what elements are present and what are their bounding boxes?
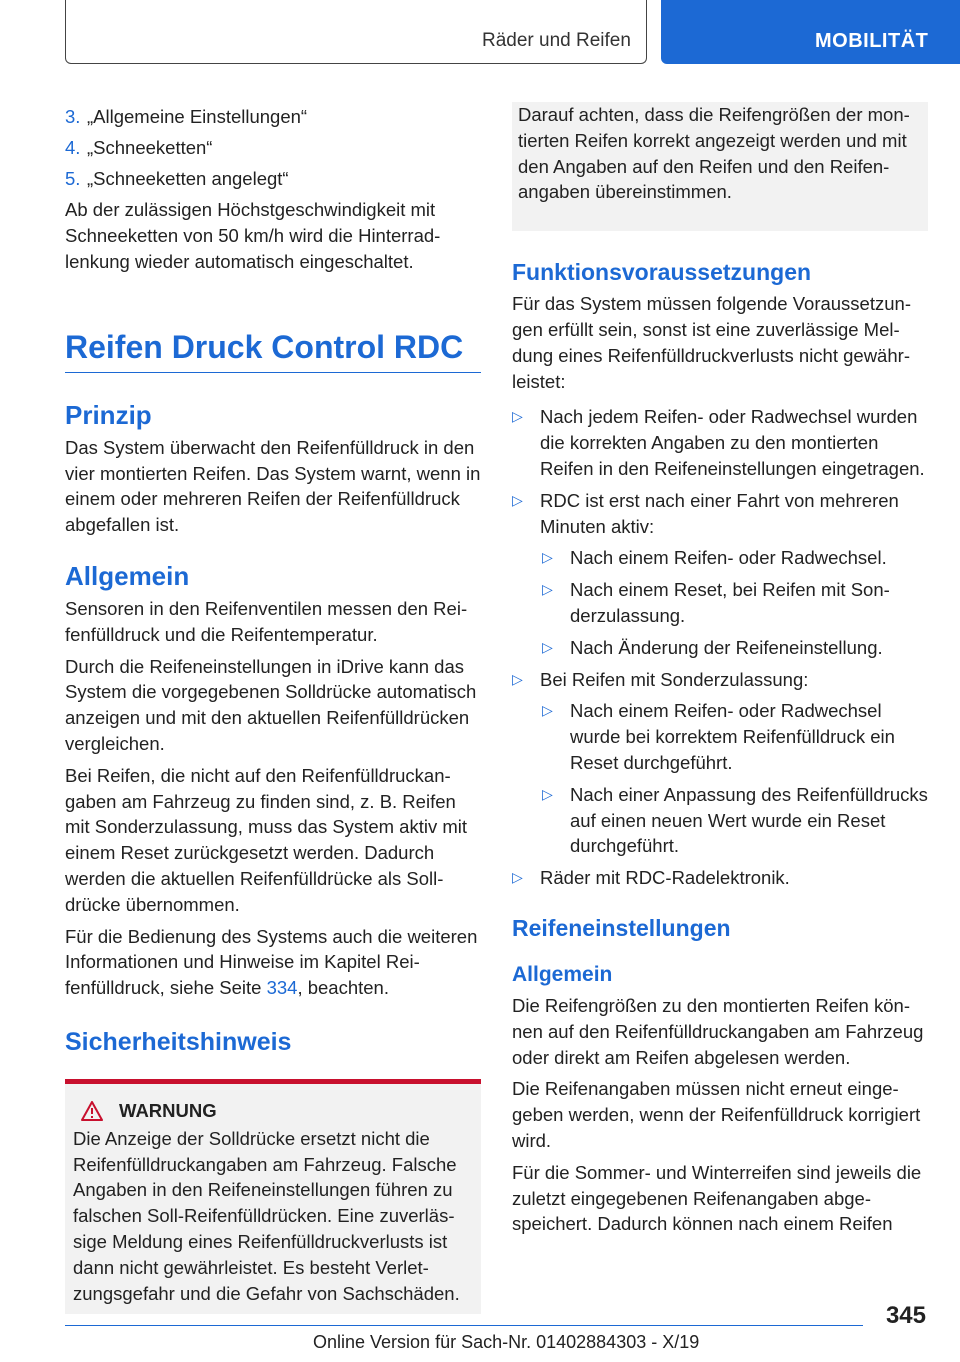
paragraph: Die Reifenangaben müssen nicht erneut eingegeben werden, wenn der Reifenfülldruck korrigiert wird. xyxy=(512,1078,921,1151)
right-column xyxy=(512,104,928,1243)
paragraph: Die Reifengrößen zu den montierten Reifen können auf den Reifenfülldruckangaben am Fahrzeug oder direkt am Reifen abgelesen werden. xyxy=(512,994,924,1068)
footer-text: Online Version für Sach-Nr. 01402884303 - X/19 xyxy=(313,1332,700,1352)
paragraph: Sensoren in den Reifenventilen messen den Reifenfülldruck und die Reifentemperatur. xyxy=(65,597,468,645)
triangle-bullet-icon: ▷ xyxy=(542,549,553,566)
page-number: 345 xyxy=(885,1302,926,1329)
paragraph: Für das System müssen folgende Voraussetzungen erfüllt sein, sonst ist eine zuverlässige Meldung eines Reifenfülldruckverlusts nicht gewährleistet: xyxy=(512,293,911,392)
chapter-tab[interactable]: MOBILITÄT xyxy=(661,0,960,64)
heading-allgemein: Allgemein xyxy=(65,560,190,591)
section-title: Räder und Reifen xyxy=(482,30,631,51)
bullet-item: ▷ Nach jedem Reifen- oder Radwechsel wurden die korrekten Angaben zu den montierten Reifen in den Reifeneinstellungen eingetragen. xyxy=(512,406,925,479)
heading-sicherheitshinweis: Sicherheitshinweis xyxy=(65,1027,292,1056)
triangle-bullet-icon: ▷ xyxy=(542,702,553,719)
footer-divider xyxy=(65,1325,863,1326)
sub-bullet-item: ▷ Nach Änderung der Reifeneinstellung. xyxy=(542,635,928,661)
triangle-bullet-icon: ▷ xyxy=(542,581,553,598)
list-item: 5. „Schneeketten angelegt“ xyxy=(65,167,289,189)
warning-triangle-icon xyxy=(81,1101,103,1121)
triangle-bullet-icon: ▷ xyxy=(512,408,523,425)
triangle-bullet-icon: ▷ xyxy=(512,491,523,508)
prinzip-paragraph: Das System überwacht den Reifenfülldruck in den vier montierten Reifen. Das System warnt, wenn in einem oder mehreren Reifen der Reifenfülldruck abgefallen ist. xyxy=(65,436,481,536)
page-link[interactable]: 334 xyxy=(266,977,298,999)
heading-funktionsvoraussetzungen: Funktionsvoraussetzungen xyxy=(512,259,812,286)
warning-header xyxy=(73,1098,473,1124)
chapter-heading: Reifen Druck Control RDC xyxy=(65,325,481,373)
steps-list xyxy=(65,104,481,191)
warning-label: WARNUNG xyxy=(119,1099,217,1121)
heading-allgemein-sub: Allgemein xyxy=(512,962,613,986)
heading-prinzip: Prinzip xyxy=(65,399,152,430)
paragraph: Für die Sommer- und Winterreifen sind jeweils die zuletzt eingegebenen Reifenangaben abgespeichert. Dadurch können nach einem Reifen xyxy=(512,1161,922,1235)
triangle-bullet-icon: ▷ xyxy=(542,785,553,802)
sub-bullet-item: ▷ Nach einer Anpassung des Reifenfülldrucks auf einen neuen Wert wurde ein Reset durchgeführt. xyxy=(542,783,928,857)
intro-paragraph: Ab der zulässigen Höchstgeschwindigkeit mit Schneeketten von 50 km/h wird die Hinterradlenkung wieder automatisch eingeschaltet. xyxy=(65,199,441,272)
triangle-bullet-icon: ▷ xyxy=(512,670,523,687)
paragraph: Für die Bedienung des Systems auch die weiteren Informationen und Hinweise im Kapitel Reifenfülldruck, siehe Seite 334, beachten. xyxy=(65,925,478,999)
triangle-bullet-icon: ▷ xyxy=(542,638,553,655)
note-box: Darauf achten, dass die Reifengrößen der montierten Reifen korrekt angezeigt werden und mit den Angaben auf den Reifen und den Reifenangaben übereinstimmen. xyxy=(512,102,928,231)
warning-box xyxy=(65,1079,481,1314)
list-item: 4. „Schneeketten“ xyxy=(65,136,213,158)
bullet-item: ▷ Bei Reifen mit Sonderzulassung: xyxy=(512,667,928,693)
sub-bullet-item: ▷ Nach einem Reset, bei Reifen mit Sonderzulassung. xyxy=(542,579,890,626)
bullet-item: ▷ Räder mit RDC-Radelektronik. xyxy=(512,865,928,891)
warning-text: Die Anzeige der Solldrücke ersetzt nicht die Reifenfülldruckangaben am Fahrzeug. Falsche Angaben in den Reifeneinstellungen führen zu falschen Soll-Reifenfülldrücken. Eine zuverlässige Meldung eines Reifenfülldruckverlusts ist dann nicht gewährleistet. Es besteht Verletzungsgefahr und die Gefahr von Sachschäden. xyxy=(73,1127,460,1304)
paragraph: Bei Reifen, die nicht auf den Reifenfülldruckangaben am Fahrzeug zu finden sind, z. B. Reifen mit Sonderzulassung, muss das System aktiv mit einem Reset zurückgesetzt werden. Dadurch werden die aktuellen Reifenfülldrücke als Solldrücke übernommen. xyxy=(65,764,468,915)
heading-reifeneinstellungen: Reifeneinstellungen xyxy=(512,914,731,941)
bullet-item: ▷ RDC ist erst nach einer Fahrt von mehreren Minuten aktiv: xyxy=(512,489,899,537)
sub-bullet-item: ▷ Nach einem Reifen- oder Radwechsel wurde bei korrektem Reifenfülldruck ein Reset durchgeführt. xyxy=(542,700,895,773)
sub-bullet-item: ▷ Nach einem Reifen- oder Radwechsel. xyxy=(542,545,928,571)
list-item: 3. „Allgemeine Einstellungen“ xyxy=(65,106,308,127)
triangle-bullet-icon: ▷ xyxy=(512,869,523,886)
left-column xyxy=(65,104,481,1314)
paragraph: Durch die Reifeneinstellungen in iDrive kann das System die vorgegebenen Solldrücke automatisch anzeigen und mit den aktuellen Reifenfülldrücken vergleichen. xyxy=(65,655,477,754)
